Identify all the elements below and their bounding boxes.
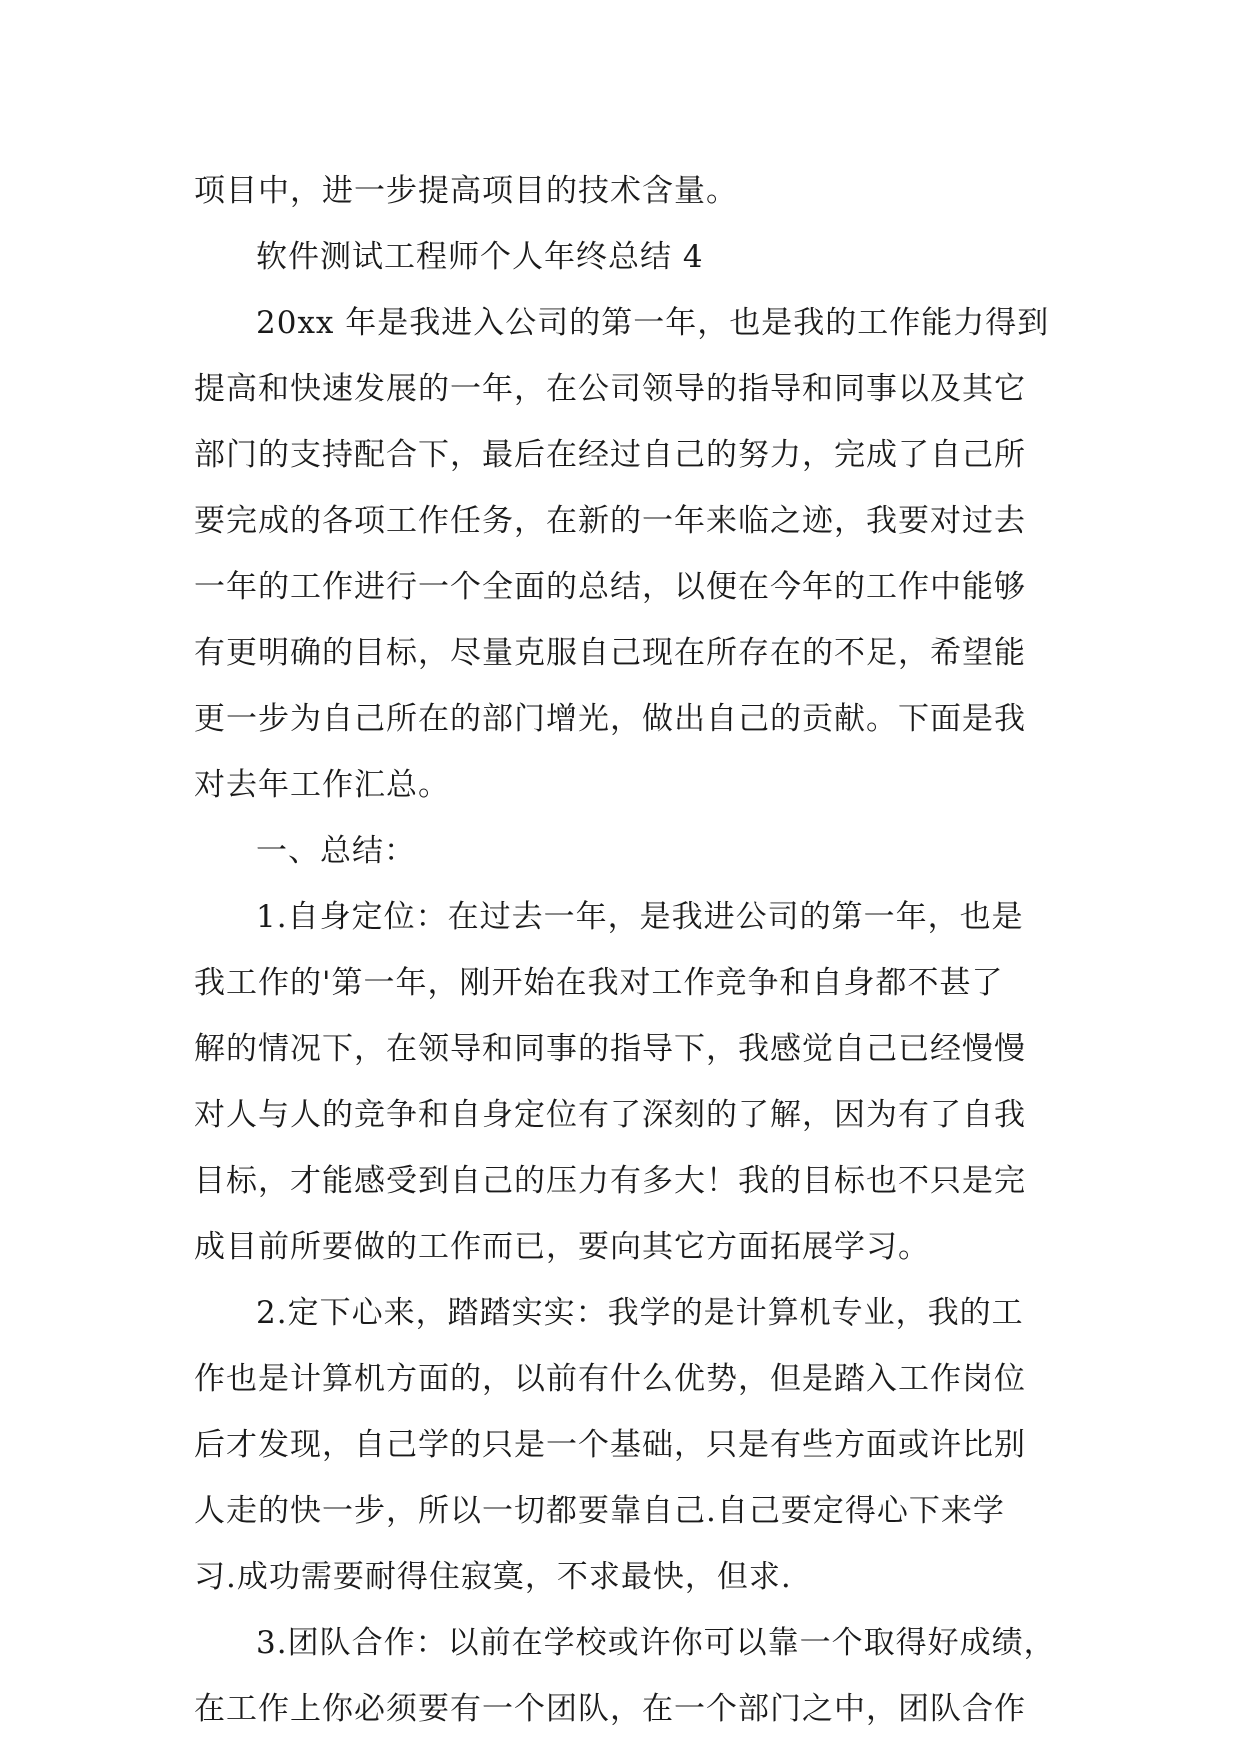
section-heading: 一、总结： (256, 833, 416, 869)
text-line: 有更明确的目标，尽量克服自己现在所存在的不足，希望能 (194, 635, 1026, 671)
text-line: 要完成的各项工作任务，在新的一年来临之迹，我要对过去 (194, 503, 1026, 539)
text-line: 目标，才能感受到自己的压力有多大！我的目标也不只是完 (194, 1163, 1026, 1199)
text-line: 提高和快速发展的一年，在公司领导的指导和同事以及其它 (194, 371, 1026, 407)
document-body (194, 158, 1054, 1742)
text-line: 作也是计算机方面的，以前有什么优势，但是踏入工作岗位 (194, 1361, 1026, 1397)
text-line: 1.自身定位：在过去一年，是我进公司的第一年，也是 (256, 899, 1024, 935)
text-line: 一年的工作进行一个全面的总结，以便在今年的工作中能够 (194, 569, 1026, 605)
text-line: 3.团队合作：以前在学校或许你可以靠一个取得好成绩， (256, 1625, 1056, 1661)
text-line: 我工作的'第一年，刚开始在我对工作竞争和自身都不甚了 (194, 965, 1004, 1001)
text-line: 解的情况下，在领导和同事的指导下，我感觉自己已经慢慢 (194, 1031, 1026, 1067)
text-line: 在工作上你必须要有一个团队，在一个部门之中，团队合作 (194, 1691, 1026, 1727)
text-line: 人走的快一步，所以一切都要靠自己.自己要定得心下来学 (194, 1493, 1005, 1529)
text-line: 更一步为自己所在的部门增光，做出自己的贡献。下面是我 (194, 701, 1026, 737)
text-line: 习.成功需要耐得住寂寞，不求最快，但求. (194, 1559, 792, 1595)
section-title: 软件测试工程师个人年终总结 4 (256, 239, 704, 275)
text-line: 项目中，进一步提高项目的技术含量。 (194, 173, 738, 209)
text-line: 对去年工作汇总。 (194, 767, 450, 803)
text-line: 后才发现，自己学的只是一个基础，只是有些方面或许比别 (194, 1427, 1026, 1463)
text-line: 部门的支持配合下，最后在经过自己的努力，完成了自己所 (194, 437, 1026, 473)
text-line: 成目前所要做的工作而已，要向其它方面拓展学习。 (194, 1229, 930, 1265)
text-line: 对人与人的竞争和自身定位有了深刻的了解，因为有了自我 (194, 1097, 1026, 1133)
text-line: 20xx 年是我进入公司的第一年，也是我的工作能力得到 (256, 305, 1050, 341)
text-line: 2.定下心来，踏踏实实：我学的是计算机专业，我的工 (256, 1295, 1024, 1331)
